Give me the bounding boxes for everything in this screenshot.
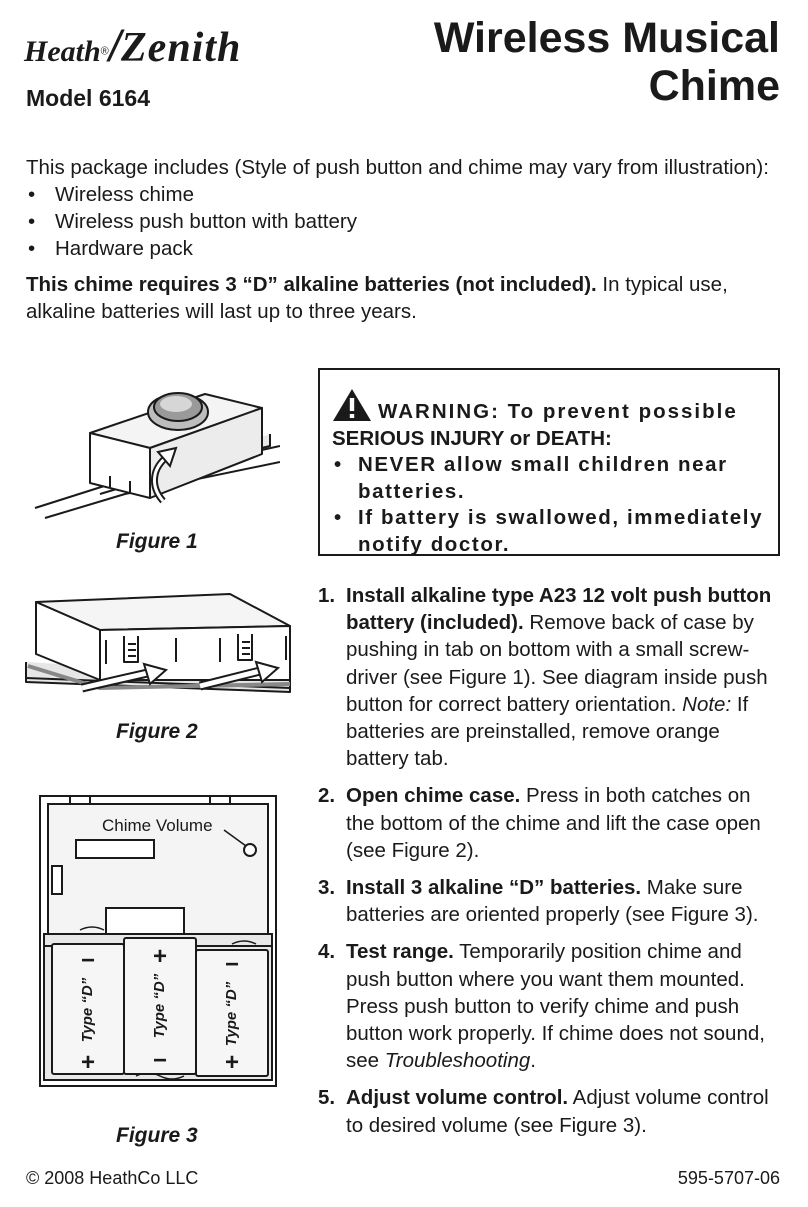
- warning-list: [332, 452, 766, 558]
- title-line-1: Wireless Musical: [433, 14, 780, 62]
- step-number: 5.: [318, 1086, 336, 1110]
- step-title: Install alkaline type A23 12 volt push button battery (included).: [346, 584, 772, 635]
- title-line-2: Chime: [648, 62, 780, 110]
- model-number: Model 6164: [26, 85, 150, 111]
- chime-volume-label: Chime Volume: [102, 816, 213, 835]
- warning-heading-text: WARNING: To prevent possible: [378, 400, 738, 423]
- warning-subheading: SERIOUS INJURY or DEATH:: [332, 426, 612, 450]
- step-3: [318, 874, 782, 928]
- instruction-steps: [318, 582, 782, 1149]
- step-body: Press in both catches on the bottom of the chime and lift the case open (see Figure 2).: [346, 784, 761, 862]
- step-body: Temporarily position chime and push button where you want them mounted. Press push button to verify chime and push button work properly. If chime does not sound, see: [346, 940, 765, 1073]
- battery-requirement-rest: In typical use, alkaline batteries will last up to three years.: [26, 273, 728, 323]
- warning-heading: [332, 388, 766, 426]
- part-number: 595-5707-06: [677, 1168, 780, 1188]
- step-number: 2.: [318, 784, 336, 808]
- battery-1-type-label: Type “D”: [79, 977, 96, 1043]
- brand-logo: [24, 22, 304, 71]
- battery-3-plus: +: [224, 1049, 240, 1076]
- step-number: 4.: [318, 940, 336, 964]
- battery-requirement-bold: This chime requires 3 “D” alkaline batteries (not included).: [26, 273, 597, 296]
- battery-1-minus: −: [80, 947, 96, 974]
- brand-registered-mark: ®: [100, 45, 109, 58]
- step-title: Install 3 alkaline “D” batteries.: [346, 876, 642, 900]
- figure-1-label: Figure 1: [116, 530, 198, 553]
- battery-1-plus: +: [80, 1049, 96, 1076]
- battery-2-plus: +: [152, 943, 168, 970]
- step-4: [318, 938, 782, 1074]
- step-1: [318, 582, 782, 772]
- step-note: If batteries are preinstalled, remove orange battery tab.: [346, 692, 749, 771]
- brand-slash: /: [108, 22, 122, 71]
- step-title: Open chime case.: [346, 784, 521, 808]
- step-tail: .: [530, 1049, 536, 1073]
- step-2: [318, 782, 782, 864]
- list-item: • Hardware pack: [26, 235, 786, 262]
- step-troubleshooting-ref: Troubleshooting: [384, 1049, 531, 1073]
- battery-3-minus: −: [224, 951, 240, 978]
- step-title: Adjust volume control.: [346, 1086, 569, 1110]
- warning-item: • NEVER allow small children near batteries.: [332, 452, 766, 505]
- figure-3-battery-compartment-illustration: [36, 792, 280, 1092]
- figure-2-chime-case-illustration: [24, 592, 294, 702]
- step-body: Adjust volume control to desired volume (see Figure 3).: [346, 1086, 769, 1137]
- page-title: [434, 14, 780, 110]
- figure-1-push-button-illustration: [30, 376, 280, 526]
- battery-requirement: [26, 271, 786, 325]
- step-5: [318, 1084, 782, 1138]
- battery-2-type-label: Type “D”: [151, 973, 168, 1039]
- warning-box: [318, 368, 780, 556]
- list-item: • Wireless chime: [26, 181, 786, 208]
- step-body: Make sure batteries are oriented properly (see Figure 3).: [346, 876, 759, 927]
- step-title: Test range.: [346, 940, 454, 964]
- step-number: 1.: [318, 584, 336, 607]
- copyright: © 2008 HeathCo LLC: [26, 1168, 199, 1188]
- brand-heath: Heath: [24, 35, 101, 68]
- step-note-label: Note:: [682, 692, 732, 716]
- brand-zenith: Zenith: [121, 25, 242, 71]
- step-number: 3.: [318, 876, 336, 900]
- package-contents: [26, 154, 786, 262]
- battery-3-type-label: Type “D”: [223, 981, 240, 1047]
- package-intro-text: This package includes (Style of push button and chime may vary from illustration):: [26, 156, 769, 179]
- list-item: • Wireless push button with battery: [26, 208, 786, 235]
- package-list: [26, 181, 786, 262]
- warning-item: • If battery is swallowed, immediately notify doctor.: [332, 505, 766, 558]
- figure-2-label: Figure 2: [116, 720, 198, 743]
- warning-triangle-icon: [332, 388, 372, 422]
- battery-2-minus: −: [152, 1047, 168, 1074]
- step-body: Remove back of case by pushing in tab on bottom with a small screw-driver (see Figure 1). See diagram inside push button for correct battery orientation.: [346, 611, 768, 716]
- figure-3-label: Figure 3: [116, 1124, 198, 1147]
